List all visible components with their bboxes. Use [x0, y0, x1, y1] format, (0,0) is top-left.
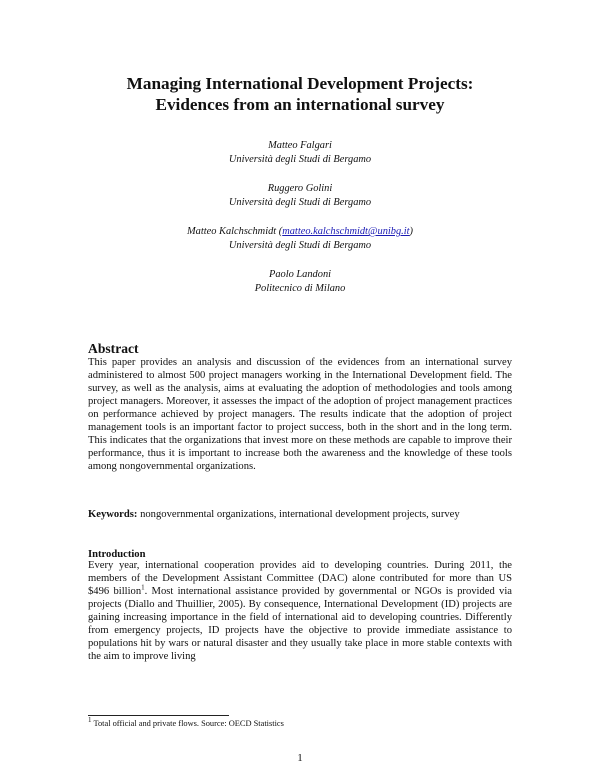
author-name-with-email: Matteo Kalchschmidt (matteo.kalchschmidt@unibg.it) [186, 226, 414, 237]
footnote-marker: 1 [88, 716, 92, 725]
title-line-1: Managing International Development Projects: [126, 74, 474, 93]
author-name: Paolo Landoni [268, 269, 332, 280]
intro-text-part-1: Every year, international cooperation provides aid to developing countries. During 2011, the members of the Development Assistant Committee (DAC) alone contributed for more than US $496 billion [88, 560, 512, 597]
author-email-link[interactable]: matteo.kalchschmidt@unibg.it [282, 226, 410, 237]
author-name: Ruggero Golini [267, 183, 333, 194]
title-line-2: Evidences from an international survey [155, 95, 445, 114]
footnote-reference[interactable]: 1 [141, 583, 145, 592]
page-number: 1 [297, 752, 303, 764]
keywords-text: nongovernmental organizations, international development projects, survey [137, 509, 460, 520]
keywords-label: Keywords: [88, 509, 138, 520]
abstract-heading: Abstract [88, 341, 139, 356]
intro-text-part-2: . Most international assistance provided by governmental or NGOs is provided via projects (Diallo and Thuillier, 2005). By consequence, International Development (ID) projects are gaining increasing importance in the field of international aid to developing countries. Differently from emergency projects, ID projects have the objective to provide immediate assistance to populations hit by wars or natural disaster and they usually take place in more stable contexts with the aim to improve living [88, 585, 512, 662]
footnote-separator [88, 715, 229, 716]
footnote-text: Total official and private flows. Source: OECD Statistics [91, 719, 284, 728]
footnote [88, 716, 284, 729]
introduction-text [88, 560, 512, 664]
introduction-heading: Introduction [88, 549, 146, 560]
abstract-text: This paper provides an analysis and discussion of the evidences from an international survey administered to almost 500 project managers working in the International Development field. The survey, as well as the analysis, aims at evaluating the adoption of methodologies and tools among project managers. Moreover, it assesses the impact of the adoption of project management practices on performance achieved by project managers. The results indicate that the adoption of project management tools is an important factor to project success, both in the short and in the long term. This indicates that the organizations that invest more on these methods are capable to improve their performance, thus it is important to increase both the awareness and the knowledge of these tools among nongovernmental organizations. [88, 357, 512, 472]
author-affiliation: Politecnico di Milano [254, 283, 346, 294]
author-affiliation: Università degli Studi di Bergamo [228, 240, 372, 251]
author-affiliation: Università degli Studi di Bergamo [228, 197, 372, 208]
paper-title [60, 73, 540, 115]
author-affiliation: Università degli Studi di Bergamo [228, 154, 372, 165]
author-list [60, 139, 540, 311]
keywords-line [88, 508, 512, 521]
author-landoni [60, 268, 540, 296]
author-golini [60, 182, 540, 210]
author-falgari [60, 139, 540, 167]
author-kalchschmidt [60, 225, 540, 253]
author-name: Matteo Falgari [268, 140, 332, 151]
author-name: Matteo Kalchschmidt [186, 226, 277, 237]
